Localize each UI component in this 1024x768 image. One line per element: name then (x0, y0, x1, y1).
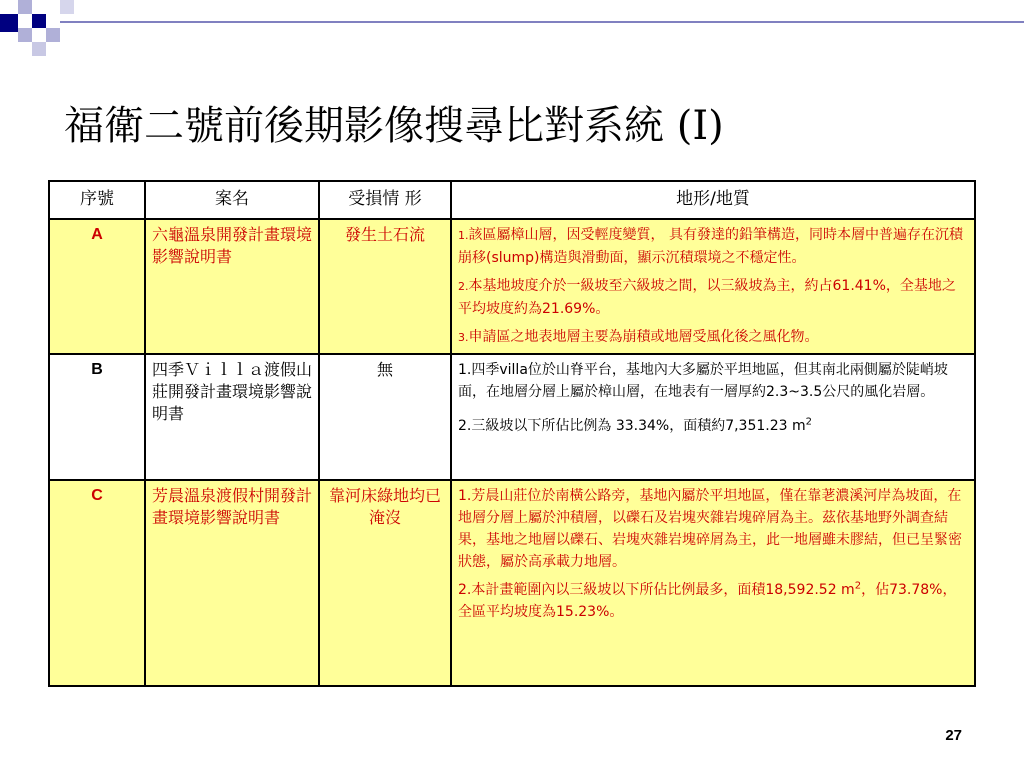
geology-paragraph: 1.芳晨山莊位於南橫公路旁，基地內屬於平坦地區，僅在靠荖濃溪河岸為坡面，在地層分層上屬於沖積層，以礫石及岩塊夾雜岩塊碎屑為主。茲依基地野外調查結果，基地之地層以礫石、岩塊夾雜岩塊碎屑為主，此一地層雖未膠結，但已呈緊密狀態，屬於高承載力地層。 (458, 488, 962, 570)
deco-square-dark (32, 14, 46, 28)
table-header-row (49, 181, 975, 219)
table-row (49, 354, 975, 480)
row-geology (451, 219, 975, 354)
deco-square-light (60, 0, 74, 14)
geology-paragraph: 2.本基地坡度介於一級坡至六級坡之間，以三級坡為主，約占61.41%，全基地之平均坡度約為21.69%。 (458, 278, 956, 317)
geology-paragraph: 3.申請區之地表地層主要為崩積或地層受風化後之風化物。 (458, 329, 819, 345)
row-id: A (49, 219, 145, 354)
header-geo: 地形/地質 (451, 181, 975, 219)
deco-square-light (18, 28, 32, 42)
row-case-name: 六龜溫泉開發計畫環境影響說明書 (145, 219, 319, 354)
comparison-table (48, 180, 976, 687)
row-geology (451, 480, 975, 686)
deco-square-light (18, 0, 32, 14)
slide-corner-decoration (0, 0, 1024, 80)
row-id: B (49, 354, 145, 480)
row-case-name: 四季Ｖｉｌｌａ渡假山莊開發計畫環境影響說明書 (145, 354, 319, 480)
header-case: 案名 (145, 181, 319, 219)
row-damage: 無 (319, 354, 451, 480)
row-damage: 靠河床綠地均已淹沒 (319, 480, 451, 686)
row-id: C (49, 480, 145, 686)
geology-paragraph: 1.該區屬樟山層，因受輕度變質， 具有發達的鉛筆構造，同時本層中普遍存在沉積崩移(slump)構造與滑動面，顯示沉積環境之不穩定性。 (458, 227, 963, 266)
row-geology (451, 354, 975, 480)
page-number: 27 (945, 727, 962, 744)
deco-square-dark (0, 14, 18, 32)
table-row (49, 219, 975, 354)
header-damage: 受損情 形 (319, 181, 451, 219)
geology-paragraph: 2.三級坡以下所佔比例為 33.34%，面積約7,351.23 $m^2$ (458, 416, 813, 434)
deco-square-light (32, 42, 46, 56)
geology-paragraph: 2.本計畫範圍內以三級坡以下所佔比例最多，面積18,592.52 $m^2$，佔73.78%，全區平均坡度為15.23%。 (458, 580, 957, 620)
geology-paragraph: 1.四季villa位於山脊平台，基地內大多屬於平坦地區，但其南北兩側屬於陡峭坡面，在地層分層上屬於樟山層，在地表有一層厚約2.3~3.5公尺的風化岩層。 (458, 362, 948, 400)
table-row (49, 480, 975, 686)
row-damage: 發生土石流 (319, 219, 451, 354)
row-case-name: 芳晨溫泉渡假村開發計畫環境影響說明書 (145, 480, 319, 686)
slide-title: 福衛二號前後期影像搜尋比對系統 (I) (64, 103, 724, 149)
header-id: 序號 (49, 181, 145, 219)
deco-square-light (46, 28, 60, 42)
